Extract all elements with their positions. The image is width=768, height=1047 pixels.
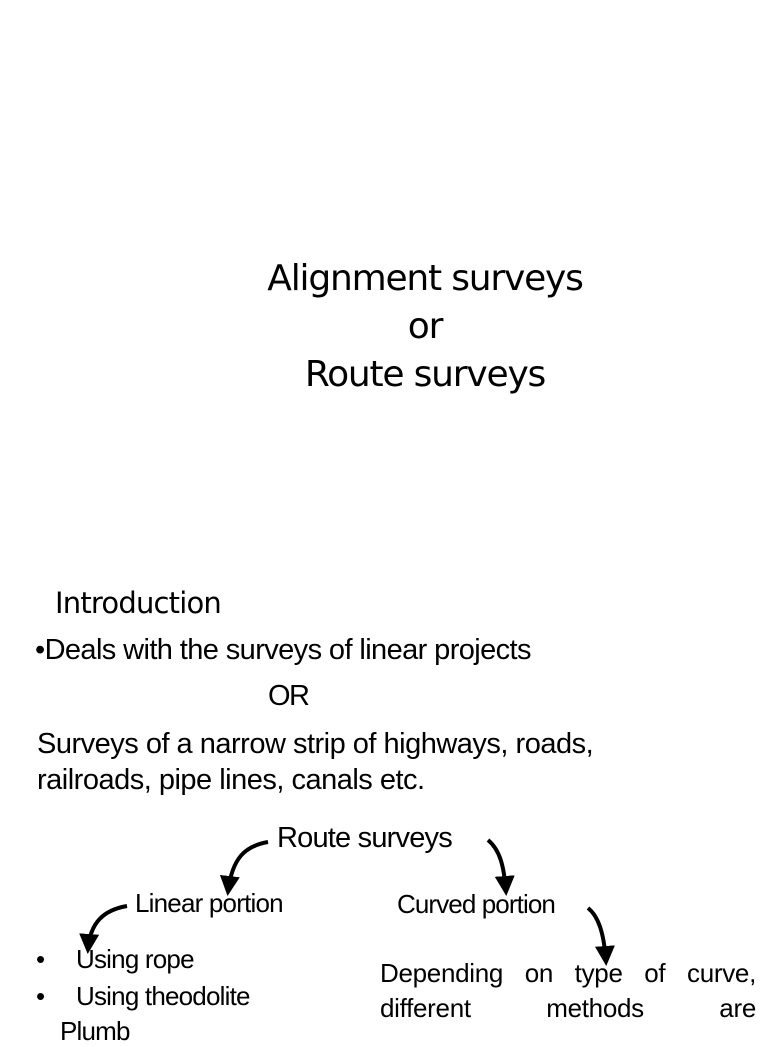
- arrow-to-curved-description: [588, 908, 606, 962]
- bullet-dot: •: [36, 944, 45, 974]
- list-item-text: Plumb: [60, 1016, 130, 1046]
- curved-portion-label: Curved portion: [397, 889, 555, 919]
- arrow-to-curved: [488, 840, 506, 892]
- list-item-text: Using rope: [76, 944, 194, 974]
- curved-portion-description: Depending on type of curve, different methods are: [380, 958, 756, 1023]
- intro-description-line-2: railroads, pipe lines, canals etc.: [37, 764, 425, 796]
- bullet-dot: •: [35, 634, 45, 666]
- list-item-text: Using theodolite: [76, 981, 250, 1011]
- linear-portion-label: Linear portion: [135, 888, 283, 918]
- intro-bullet-text: Deals with the surveys of linear projects: [44, 634, 531, 666]
- title-line-2: or: [407, 306, 443, 347]
- arrow-to-linear: [228, 842, 268, 892]
- intro-heading: Introduction: [55, 586, 222, 620]
- arrow-to-linear-items: [88, 906, 127, 950]
- title-line-3: Route surveys: [304, 354, 546, 395]
- diagram-root-label: Route surveys: [277, 822, 452, 854]
- bullet-dot: •: [36, 981, 45, 1011]
- title-line-1: Alignment surveys: [267, 258, 583, 299]
- intro-description-line-1: Surveys of a narrow strip of highways, roads,: [37, 728, 594, 760]
- or-separator: OR: [268, 680, 309, 712]
